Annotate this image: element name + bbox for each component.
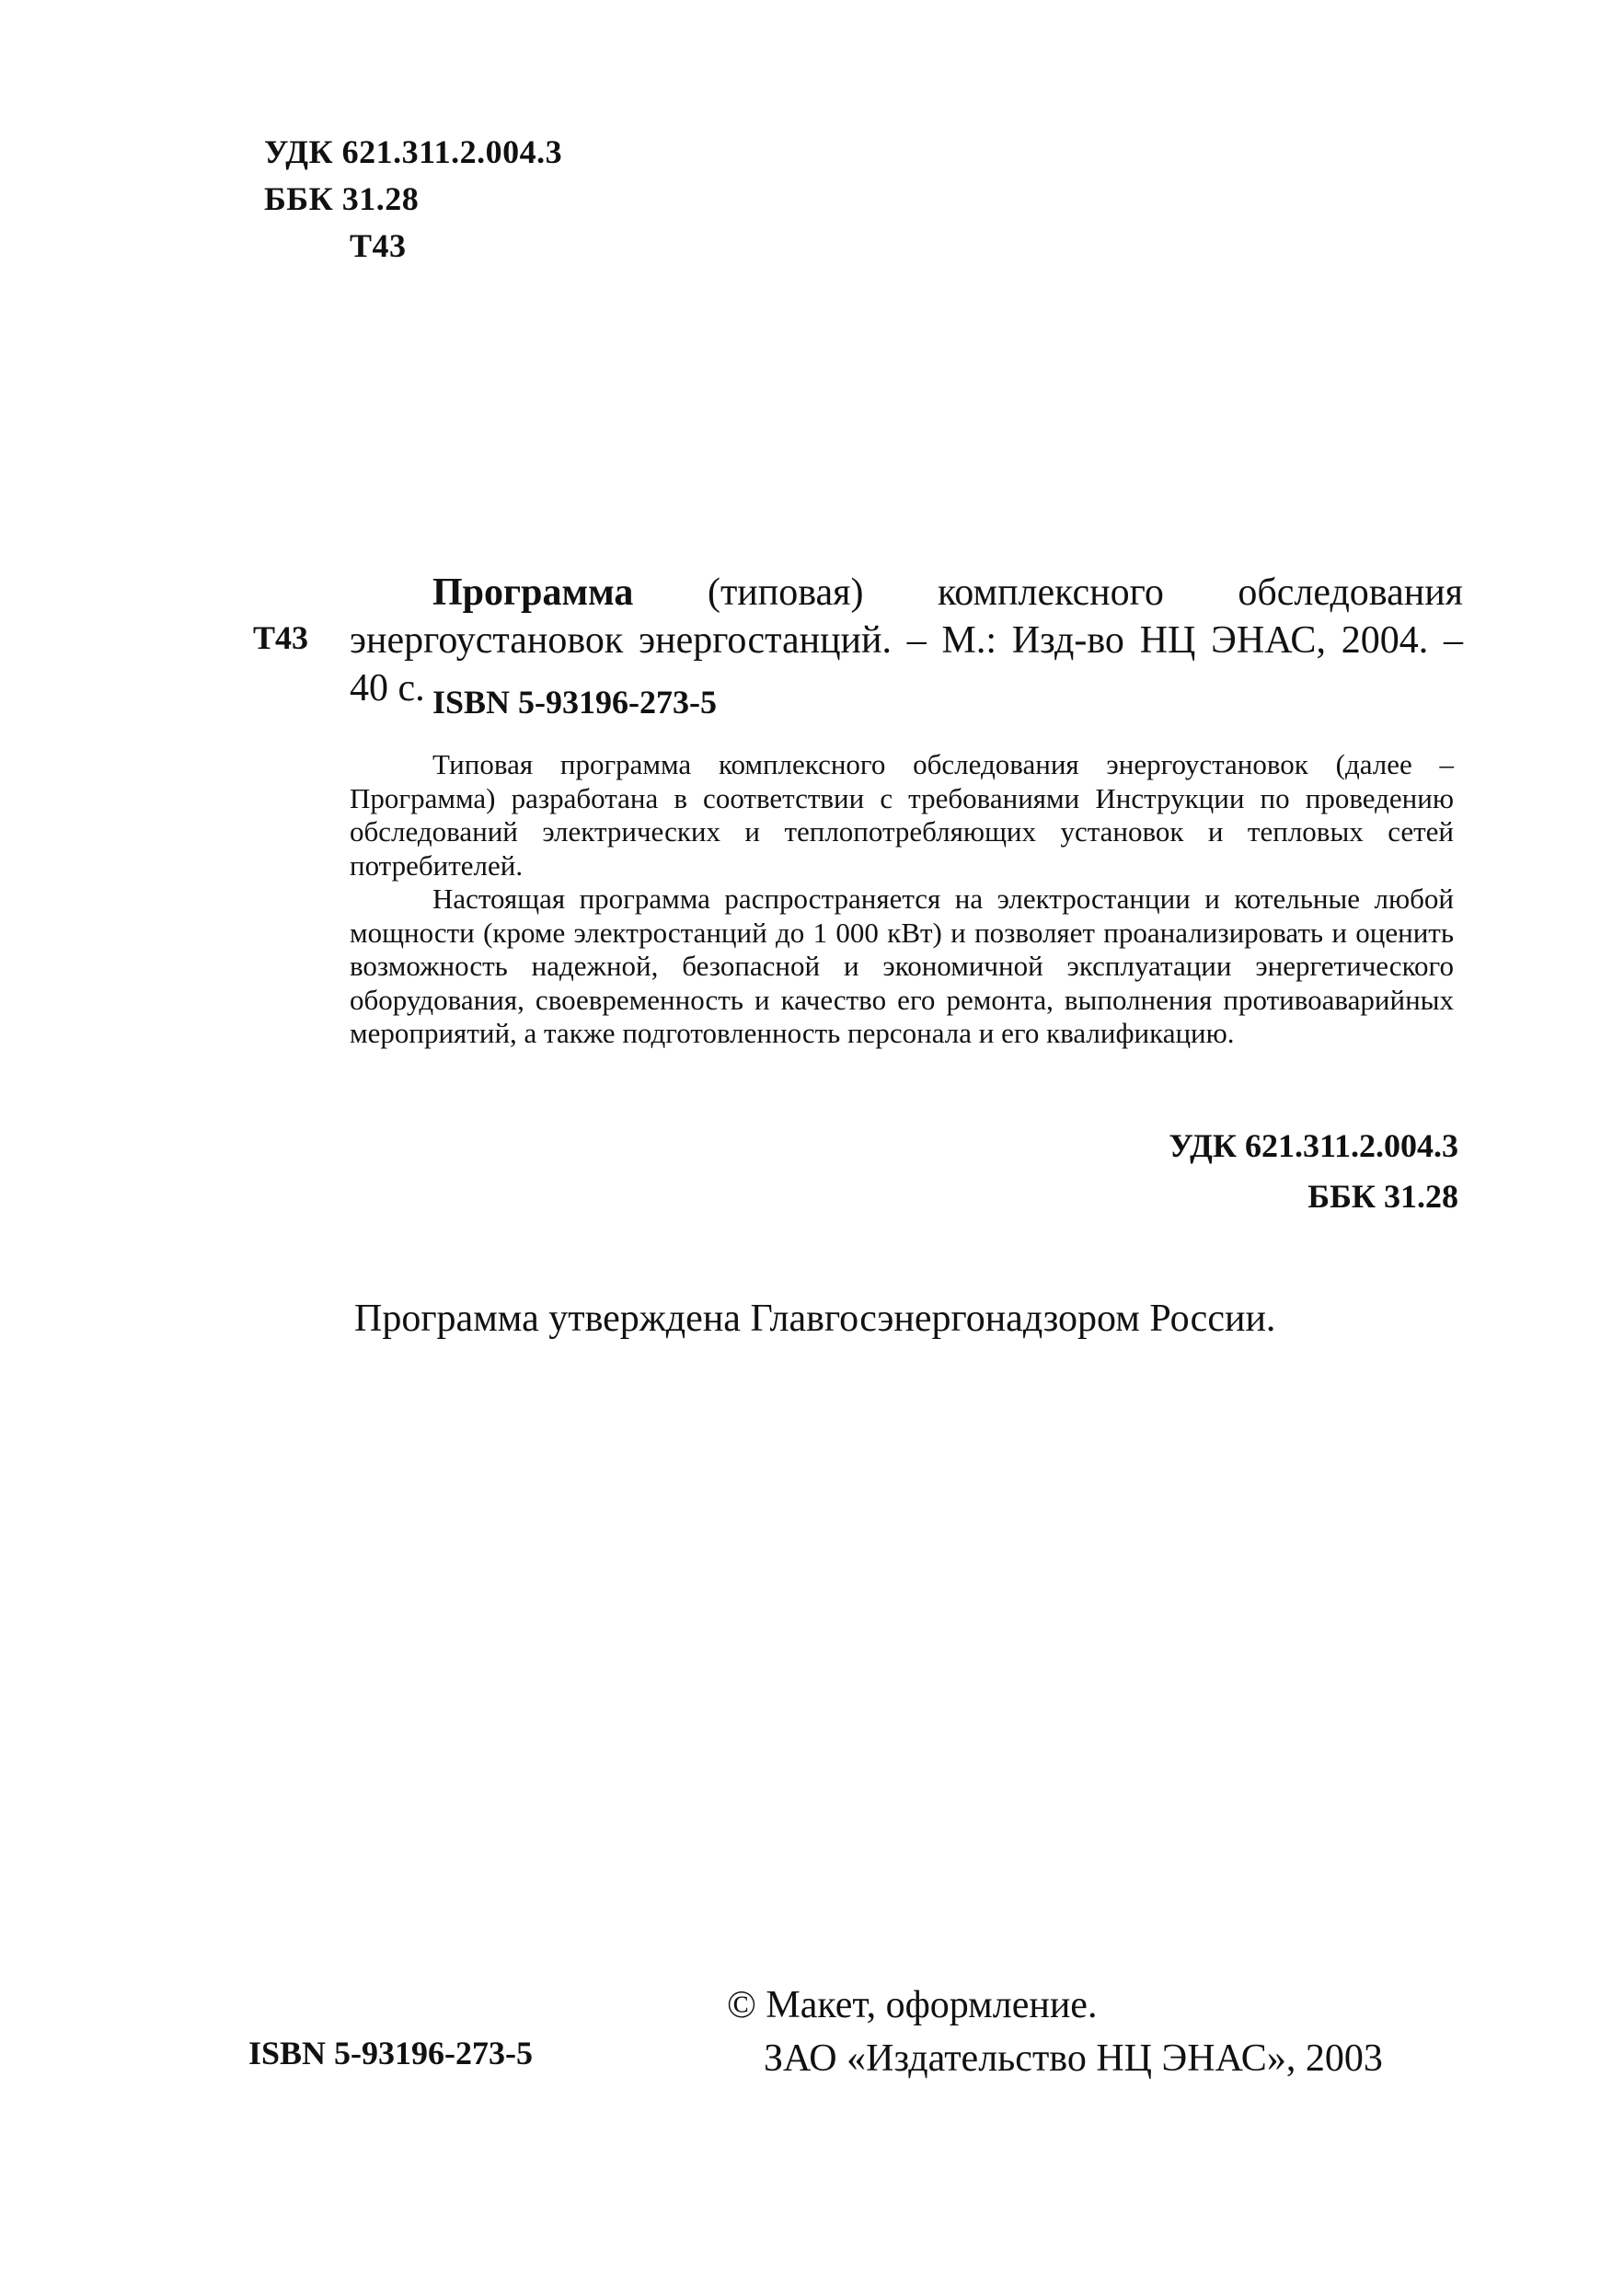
- annotation-paragraph: Настоящая программа распространяется на электростанции и котельные любой мощности (кроме электростанций до 1 000 кВт) и позволяет проанализировать и оценить возможность надежной, безопасной и экономичной эксплуатации энергетического оборудования, своевременность и качество его ремонта, выполнения противоаварийных мероприятий, а также подготовленность персонала и его квалификацию.: [350, 883, 1454, 1049]
- codes-right: [1169, 1121, 1458, 1222]
- copyright-line-1: © Макет, оформление.: [727, 1984, 1098, 2026]
- isbn-main: ISBN 5-93196-273-5: [432, 684, 718, 721]
- isbn-bottom: ISBN 5-93196-273-5: [248, 2035, 534, 2071]
- annotation-paragraph: Типовая программа комплексного обследования энергоустановок (далее – Программа) разработана в соответствии с требованиями Инструкции по проведению обследований электрических и теплопотребляющих установок и тепловых сетей потребителей.: [350, 748, 1454, 882]
- author-mark-top: Т43: [350, 227, 407, 264]
- copyright-notice: [727, 1979, 1383, 2085]
- bbk-code-top: ББК 31.28: [264, 180, 420, 217]
- title-rest: (типовая) комплексного обследования энергоустановок энергостанций. – М.: Изд-во НЦ ЭНАС, 2004. – 40 с.: [350, 571, 1463, 710]
- udk-code-right: УДК 621.311.2.004.3: [1169, 1127, 1458, 1164]
- annotation: [350, 748, 1454, 1051]
- title-bold: Программа: [432, 571, 634, 614]
- approval-statement: Программа утверждена Главгосэнергонадзором России.: [354, 1298, 1276, 1340]
- copyright-line-2: ЗАО «Издательство НЦ ЭНАС», 2003: [764, 2037, 1383, 2080]
- udk-code-top: УДК 621.311.2.004.3: [264, 133, 563, 170]
- author-mark-biblio: Т43: [253, 619, 309, 656]
- bbk-code-right: ББК 31.28: [1307, 1178, 1458, 1215]
